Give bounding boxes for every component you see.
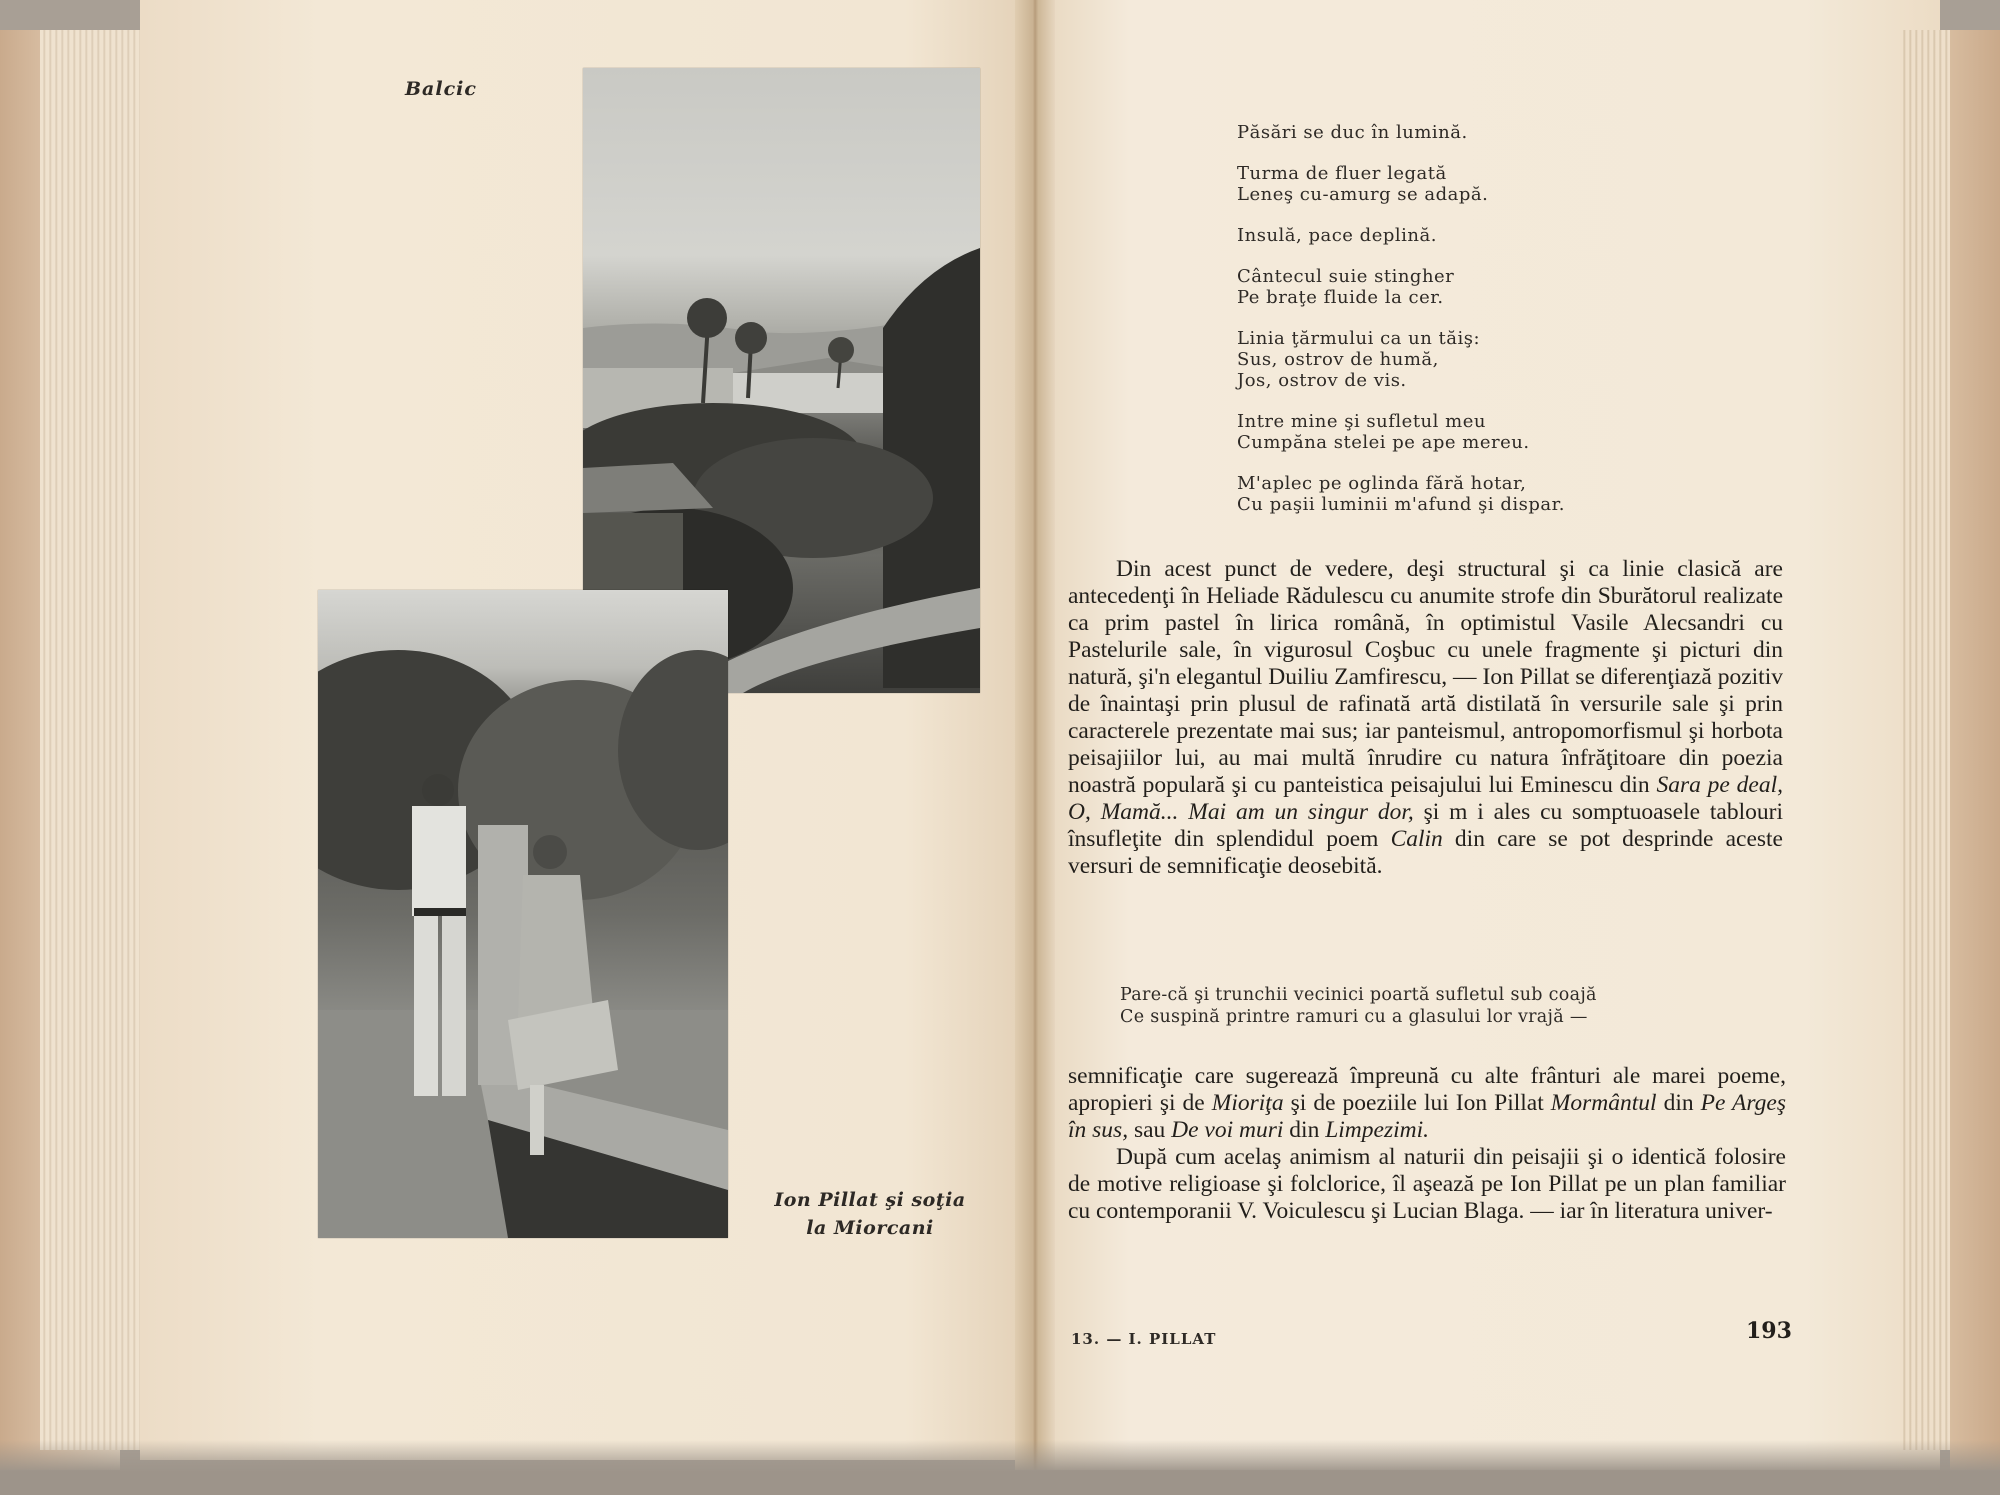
poem-line: Cumpăna stelei pe ape mereu. <box>1237 432 1530 453</box>
book-gutter <box>1015 0 1055 1470</box>
poem-line: Sus, ostrov de humă, <box>1237 349 1439 370</box>
poem-stanza-7 <box>1237 473 1565 515</box>
verse-quote <box>1120 984 1597 1028</box>
work-title: Mioriţa <box>1211 1090 1284 1116</box>
poem-stanza-2 <box>1237 163 1565 205</box>
poem-line: Insulă, pace deplină. <box>1237 225 1437 246</box>
work-title: De voi muri <box>1171 1117 1284 1143</box>
paragraph-text: din <box>1283 1117 1326 1143</box>
paragraph-3: După cum acelaş animism al naturii din peisajii şi o identică folosire de motive religioase şi folclorice, îl aşează pe Ion Pillat pe un plan familiar cu contemporanii V. Voiculescu şi Lucian Blaga. — iar în literatura univer- <box>1068 1144 1786 1224</box>
poem-line: Păsări se duc în lumină. <box>1237 122 1468 143</box>
poem-line: Cu paşii luminii m'afund şi dispar. <box>1237 494 1565 515</box>
poem-line: Turma de fluer legată <box>1237 163 1447 184</box>
poem-stanza-3 <box>1237 225 1565 246</box>
work-title: Limpezimi. <box>1325 1117 1430 1143</box>
poem-block <box>1237 122 1565 535</box>
photo-caption <box>745 1186 995 1242</box>
work-title: Mormântul <box>1550 1090 1657 1116</box>
paragraph-text: sau <box>1128 1117 1172 1143</box>
poem-stanza-4 <box>1237 266 1565 308</box>
poem-stanza-6 <box>1237 411 1565 453</box>
quote-line-2: Ce suspină printre ramuri cu a glasului lor vrajă — <box>1120 1007 1588 1027</box>
poem-stanza-5 <box>1237 328 1565 391</box>
paragraph-text: din care se pot desprinde aceste versuri de semnificaţie deosebită. <box>1068 826 1783 879</box>
paragraph-text: din <box>1656 1090 1701 1116</box>
paragraph-text: Din acest punct de vedere, deşi structural şi ca linie clasică are antecedenţi în Heliade Rădulescu cu anumite strofe din Sburătorul realizate ca prim pastel în lirica română, în optimistul Vasile Alecsandri cu Pastelurile sale, în vigurosul Coşbuc cu unele fragmente şi picturi din natură, şi'n elegantul Duiliu Zamfirescu, — Ion Pillat se diferenţiază pozitiv de înaintaşi prin plusul de rafinată artă distilată în versurile sale şi prin caracterele prezentate mai sus; iar panteismul, antropomorfismul şi horbota peisajiilor lui, au mai multă înrudire cu natura înfrăţitoare din poezia noastră populară şi cu panteistica peisajului lui Eminescu din <box>1068 556 1783 798</box>
paragraph-1 <box>1068 556 1783 880</box>
poem-line: M'aplec pe oglinda fără hotar, <box>1237 473 1527 494</box>
poem-stanza-1 <box>1237 122 1565 143</box>
poem-line: Linia ţărmului ca un tăiş: <box>1237 328 1481 349</box>
table-shadow <box>0 1440 2000 1495</box>
paragraph-2-3 <box>1068 1063 1786 1225</box>
poem-line: Cântecul suie stingher <box>1237 266 1455 287</box>
work-title: Pe Argeş în sus, <box>1068 1090 1786 1143</box>
poem-line: Intre mine şi sufletul meu <box>1237 411 1486 432</box>
poem-line: Jos, ostrov de vis. <box>1237 370 1407 391</box>
paragraph-text: şi m i ales cu somptuoasele tablouri însufleţite din splendidul poem <box>1068 799 1783 852</box>
photo-pillat-couple <box>318 590 728 1238</box>
book-cover-right <box>1950 30 2000 1470</box>
photo-title: Balcic <box>405 78 477 100</box>
page-number: 193 <box>1746 1318 1792 1344</box>
caption-line-1: Ion Pillat şi soţia <box>774 1189 966 1211</box>
paragraph-text: semnificaţie care sugerează împreună cu alte frânturi ale marei poeme, apropieri şi de <box>1068 1063 1786 1116</box>
photo-couple-garden <box>318 590 728 1238</box>
footer-signature: 13. — I. PILLAT <box>1071 1330 1217 1348</box>
work-title: Calin <box>1390 826 1443 852</box>
caption-line-2: la Miorcani <box>806 1217 934 1239</box>
paragraph-2 <box>1068 1063 1786 1144</box>
quote-line-1: Pare-că şi trunchii vecinici poartă sufletul sub coajă <box>1120 985 1597 1005</box>
work-title: Sara pe deal, O, Mamă... Mai am un singur dor, <box>1068 772 1783 825</box>
paragraph-text: şi de poeziile lui Ion Pillat <box>1283 1090 1551 1116</box>
poem-line: Leneş cu-amurg se adapă. <box>1237 184 1489 205</box>
poem-line: Pe braţe fluide la cer. <box>1237 287 1444 308</box>
